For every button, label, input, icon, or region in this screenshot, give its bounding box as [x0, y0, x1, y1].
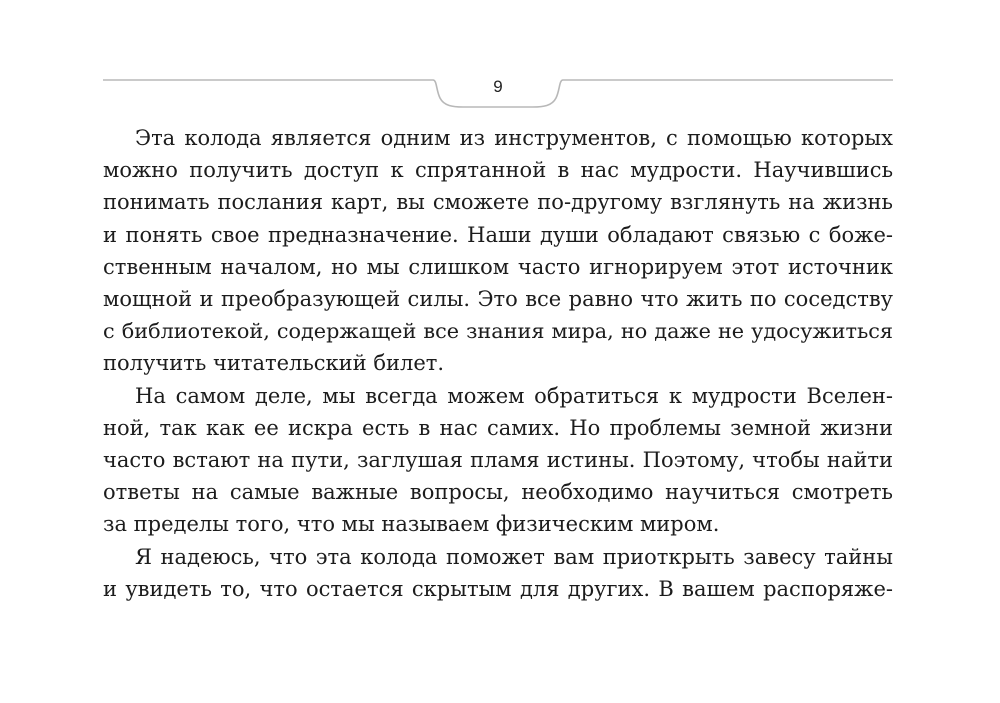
text-line: можно получить доступ к спрятанной в нас мудрости. Научившись: [103, 158, 893, 183]
text-line: Я надеюсь, что эта колода поможет вам приоткрыть завесу тайны: [135, 544, 893, 569]
paragraph: [103, 122, 893, 380]
page-number: 9: [493, 77, 503, 96]
text-line: часто встают на пути, заглушая пламя истины. Поэтому, чтобы найти: [103, 448, 893, 473]
text-line: ственным началом, но мы слишком часто игнорируем этот источник: [103, 254, 893, 279]
text-line: ответы на самые важные вопросы, необходимо научиться смотреть: [103, 480, 893, 505]
paragraph: [103, 380, 893, 541]
text-line: На самом деле, мы всегда можем обратиться к мудрости Вселен-: [135, 383, 893, 408]
text-line: и увидеть то, что остается скрытым для других. В вашем распоряже-: [103, 576, 893, 601]
text-line: мощной и преобразующей силы. Это все равно что жить по соседству: [103, 287, 893, 312]
text-line: Эта колода является одним из инструментов, с помощью которых: [135, 126, 893, 150]
text-line: ной, так как ее искра есть в нас самих. Но проблемы земной жизни: [103, 415, 893, 440]
paragraph: [103, 541, 893, 605]
body-text: [103, 122, 893, 605]
text-line: с библиотекой, содержащей все знания мира, но даже не удосужиться: [103, 319, 893, 344]
text-line: и понять свое предназначение. Наши души обладают связью с боже-: [103, 222, 893, 247]
text-line: за пределы того, что мы называем физическим миром.: [103, 512, 720, 537]
text-line: получить читательский билет.: [103, 351, 445, 376]
text-line: понимать послания карт, вы сможете по-другому взглянуть на жизнь: [103, 190, 893, 215]
page-header: [103, 66, 893, 116]
